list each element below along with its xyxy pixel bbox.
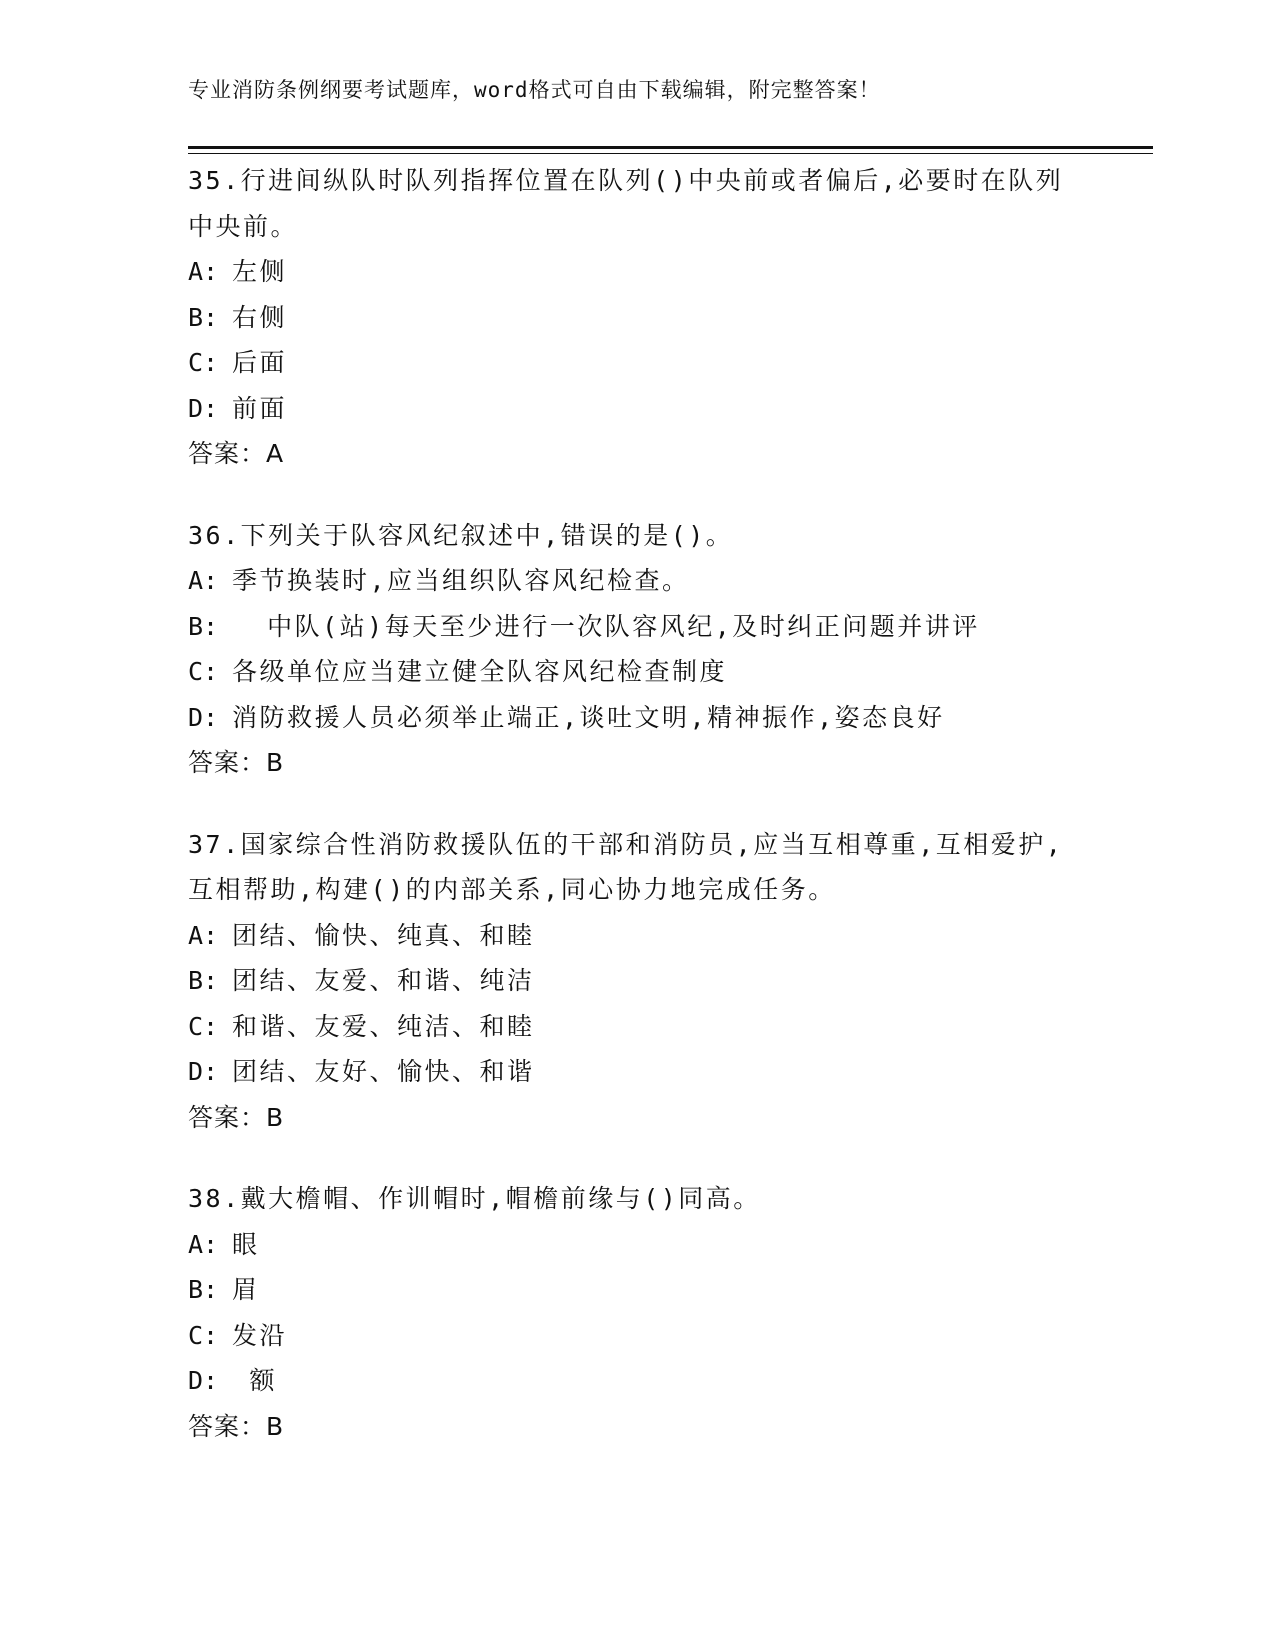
option-letter: C:: [188, 657, 219, 686]
header-rule-thick: [188, 146, 1153, 149]
question-stem: 37.国家综合性消防救援队伍的干部和消防员,应当互相尊重,互相爱护,互相帮助,构建()的内部关系,同心协力地完成任务。: [188, 829, 1064, 904]
option-letter: A:: [188, 566, 219, 595]
option-text: 季节换装时,应当组织队容风纪检查。: [232, 566, 690, 595]
question-stem: 36.下列关于队容风纪叙述中,错误的是()。: [188, 520, 734, 550]
option-letter: C:: [188, 1320, 219, 1350]
option-c: [188, 649, 1088, 695]
option-letter: A:: [188, 1229, 219, 1259]
option-letter: D:: [188, 1366, 219, 1395]
answer: 答案：B: [188, 1102, 285, 1132]
option-c: [188, 1313, 1088, 1359]
answer: 答案：B: [188, 1411, 285, 1441]
option-a: [188, 913, 1088, 959]
option-d: [188, 1358, 1088, 1404]
question-stem: 35.行进间纵队时队列指挥位置在队列()中央前或者偏后,必要时在队列中央前。: [188, 166, 1064, 241]
option-letter: C:: [188, 1011, 219, 1041]
option-text: 左侧: [232, 257, 288, 286]
option-b: [188, 295, 1088, 341]
option-c: [188, 1004, 1088, 1050]
option-text: 团结、友好、愉快、和谐: [232, 1057, 535, 1086]
option-a: [188, 249, 1088, 295]
option-text: 和谐、友爱、纯洁、和睦: [232, 1011, 535, 1041]
option-letter: D:: [188, 1057, 219, 1086]
option-letter: B:: [188, 611, 219, 641]
option-letter: A:: [188, 257, 219, 286]
page-header: 专业消防条例纲要考试题库，word格式可自由下载编辑，附完整答案！: [188, 78, 881, 102]
question-35: [188, 158, 1088, 477]
option-d: [188, 695, 1088, 741]
question-36: [188, 513, 1088, 786]
header-rule-thin: [188, 153, 1153, 154]
option-text: 中队(站)每天至少进行一次队容风纪,及时纠正问题并讲评: [232, 611, 980, 641]
question-stem: 38.戴大檐帽、作训帽时,帽檐前缘与()同高。: [188, 1184, 761, 1213]
option-text: 后面: [232, 348, 288, 377]
option-b: [188, 1267, 1088, 1313]
option-text: 眼: [232, 1229, 260, 1259]
option-b: [188, 958, 1088, 1004]
answer: 答案：B: [188, 748, 285, 777]
question-38: [188, 1176, 1088, 1449]
option-letter: B:: [188, 1275, 219, 1304]
option-a: [188, 1222, 1088, 1268]
option-letter: A:: [188, 920, 219, 950]
option-c: [188, 340, 1088, 386]
answer: 答案：A: [188, 439, 285, 468]
option-a: [188, 558, 1088, 604]
option-text: 各级单位应当建立健全队容风纪检查制度: [232, 657, 728, 686]
question-37: [188, 822, 1088, 1141]
question-list: [188, 158, 1088, 1485]
option-text: 消防救援人员必须举止端正,谈吐文明,精神振作,姿态良好: [232, 702, 945, 732]
option-letter: D:: [188, 393, 219, 423]
option-letter: C:: [188, 348, 219, 377]
option-text: 团结、友爱、和谐、纯洁: [232, 966, 535, 995]
option-text: 额: [232, 1366, 278, 1395]
option-text: 右侧: [232, 302, 288, 332]
option-letter: B:: [188, 302, 219, 332]
option-d: [188, 386, 1088, 432]
option-letter: B:: [188, 966, 219, 995]
option-b: [188, 604, 1088, 650]
option-d: [188, 1049, 1088, 1095]
option-text: 团结、愉快、纯真、和睦: [232, 920, 535, 950]
option-text: 眉: [232, 1275, 260, 1304]
option-text: 发沿: [232, 1320, 288, 1350]
option-letter: D:: [188, 702, 219, 732]
option-text: 前面: [232, 393, 288, 423]
